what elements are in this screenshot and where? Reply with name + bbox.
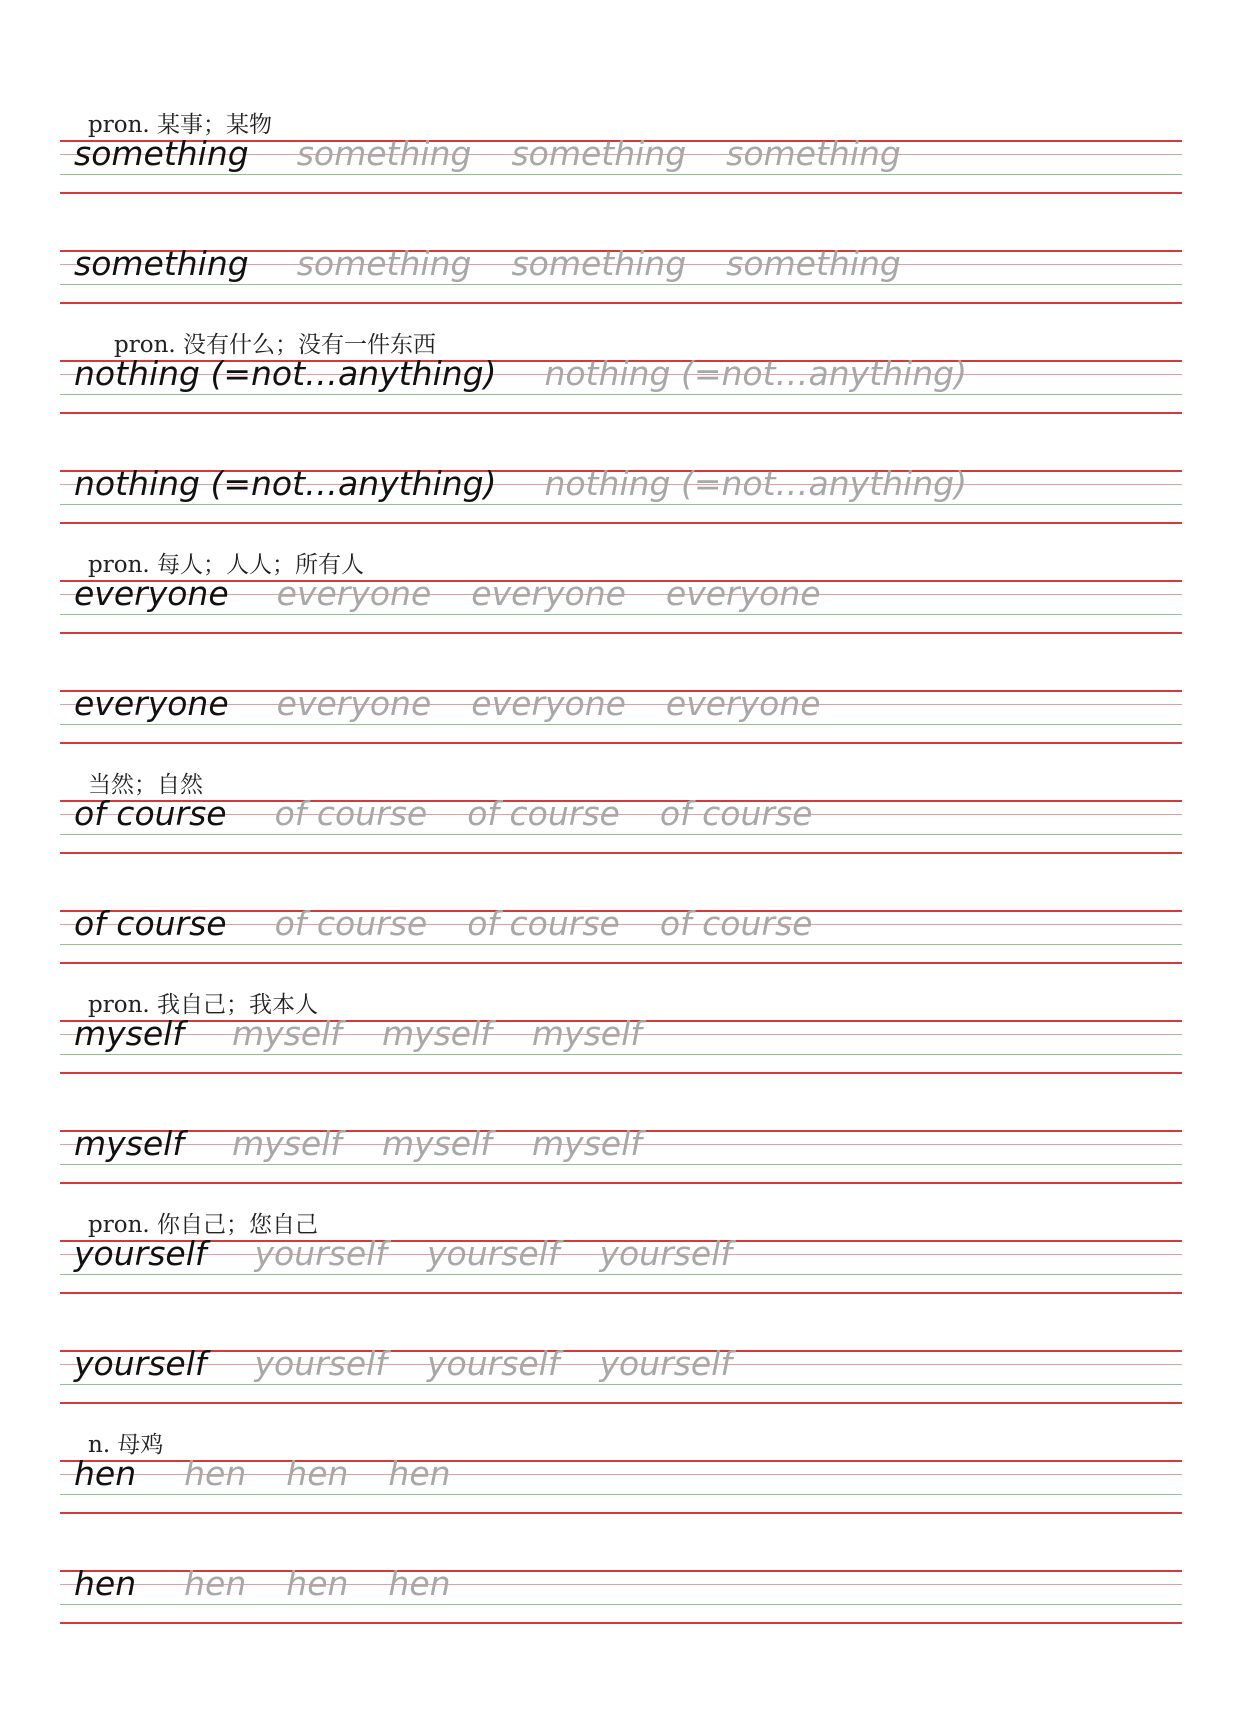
model-word: something — [74, 244, 249, 283]
guide-line-red — [60, 192, 1182, 194]
model-word: everyone — [74, 684, 229, 723]
guide-line-red — [60, 412, 1182, 414]
trace-word: something — [511, 134, 687, 173]
trace-word: yourself — [599, 1344, 732, 1383]
model-word: myself — [74, 1014, 184, 1053]
practice-row — [60, 1454, 1182, 1514]
word-definition: pron. 每人；人人；所有人 — [88, 552, 364, 578]
guide-line-green — [60, 1054, 1182, 1055]
guide-line-red — [60, 302, 1182, 304]
guide-line-red — [60, 1292, 1182, 1294]
trace-word: everyone — [665, 574, 821, 613]
trace-word: everyone — [276, 684, 432, 723]
guide-line-green — [60, 614, 1182, 615]
guide-line-green — [60, 284, 1182, 285]
guide-line-red — [60, 1072, 1182, 1074]
practice-words — [74, 574, 821, 614]
guide-line-green — [60, 1164, 1182, 1165]
practice-row — [60, 464, 1182, 524]
trace-word: of course — [659, 904, 813, 943]
trace-word: of course — [659, 794, 813, 833]
guide-line-green — [60, 724, 1182, 725]
practice-row — [60, 794, 1182, 854]
trace-word: everyone — [665, 684, 821, 723]
trace-word: yourself — [599, 1234, 732, 1273]
model-word: nothing (=not…anything) — [74, 354, 497, 393]
guide-line-red — [60, 852, 1182, 854]
trace-word: everyone — [471, 574, 626, 613]
trace-word: yourself — [426, 1234, 560, 1273]
word-definition: n. 母鸡 — [88, 1432, 164, 1458]
trace-word: nothing (=not…anything) — [544, 464, 967, 503]
guide-line-red — [60, 1182, 1182, 1184]
trace-word: everyone — [471, 684, 626, 723]
practice-words — [74, 134, 901, 174]
model-word: yourself — [74, 1344, 207, 1383]
guide-line-green — [60, 1604, 1182, 1605]
trace-word: hen — [184, 1454, 247, 1493]
model-word: hen — [74, 1564, 137, 1603]
practice-row — [60, 1234, 1182, 1294]
trace-word: of course — [467, 794, 620, 833]
trace-word: of course — [274, 904, 428, 943]
practice-words — [74, 1344, 732, 1384]
practice-words — [74, 1014, 642, 1054]
word-definition: pron. 某事；某物 — [88, 112, 272, 138]
practice-row — [60, 1124, 1182, 1184]
guide-line-red — [60, 1402, 1182, 1404]
practice-row — [60, 244, 1182, 304]
trace-word: myself — [381, 1124, 492, 1163]
model-word: myself — [74, 1124, 184, 1163]
guide-line-green — [60, 1494, 1182, 1495]
practice-words — [74, 464, 967, 504]
guide-line-red — [60, 1512, 1182, 1514]
practice-words — [74, 1564, 451, 1604]
trace-word: of course — [467, 904, 620, 943]
trace-word: myself — [531, 1014, 642, 1053]
guide-line-green — [60, 174, 1182, 175]
trace-word: of course — [274, 794, 428, 833]
word-definition: 当然；自然 — [88, 772, 203, 798]
practice-words — [74, 1124, 642, 1164]
trace-word: hen — [286, 1454, 349, 1493]
practice-row — [60, 574, 1182, 634]
model-word: of course — [74, 904, 227, 943]
practice-words — [74, 1454, 451, 1494]
trace-word: myself — [231, 1014, 342, 1053]
practice-words — [74, 244, 901, 284]
trace-word: hen — [388, 1454, 451, 1493]
practice-words — [74, 684, 821, 724]
model-word: nothing (=not…anything) — [74, 464, 497, 503]
guide-line-green — [60, 504, 1182, 505]
practice-words — [74, 1234, 732, 1274]
guide-line-green — [60, 834, 1182, 835]
trace-word: yourself — [254, 1344, 387, 1383]
trace-word: something — [726, 244, 901, 283]
practice-row — [60, 1014, 1182, 1074]
practice-row — [60, 134, 1182, 194]
practice-words — [74, 904, 812, 944]
trace-word: something — [726, 134, 901, 173]
guide-line-red — [60, 742, 1182, 744]
guide-line-green — [60, 1274, 1182, 1275]
model-word: hen — [74, 1454, 137, 1493]
trace-word: yourself — [254, 1234, 387, 1273]
trace-word: something — [296, 244, 472, 283]
trace-word: myself — [231, 1124, 342, 1163]
guide-line-red — [60, 1622, 1182, 1624]
trace-word: hen — [184, 1564, 247, 1603]
practice-row — [60, 1344, 1182, 1404]
trace-word: nothing (=not…anything) — [544, 354, 967, 393]
guide-line-green — [60, 1384, 1182, 1385]
guide-line-green — [60, 394, 1182, 395]
trace-word: everyone — [276, 574, 432, 613]
trace-word: yourself — [426, 1344, 560, 1383]
trace-word: something — [511, 244, 687, 283]
practice-row — [60, 904, 1182, 964]
trace-word: hen — [388, 1564, 451, 1603]
model-word: something — [74, 134, 249, 173]
practice-words — [74, 354, 967, 394]
trace-word: hen — [286, 1564, 349, 1603]
trace-word: myself — [531, 1124, 642, 1163]
practice-words — [74, 794, 812, 834]
word-definition: pron. 你自己；您自己 — [88, 1212, 318, 1238]
model-word: yourself — [74, 1234, 207, 1273]
guide-line-red — [60, 632, 1182, 634]
practice-row — [60, 354, 1182, 414]
practice-row — [60, 684, 1182, 744]
practice-row — [60, 1564, 1182, 1624]
trace-word: something — [296, 134, 472, 173]
guide-line-green — [60, 944, 1182, 945]
word-definition: pron. 没有什么；没有一件东西 — [114, 332, 436, 358]
guide-line-red — [60, 522, 1182, 524]
guide-line-red — [60, 962, 1182, 964]
model-word: of course — [74, 794, 227, 833]
trace-word: myself — [381, 1014, 492, 1053]
word-definition: pron. 我自己；我本人 — [88, 992, 318, 1018]
model-word: everyone — [74, 574, 229, 613]
